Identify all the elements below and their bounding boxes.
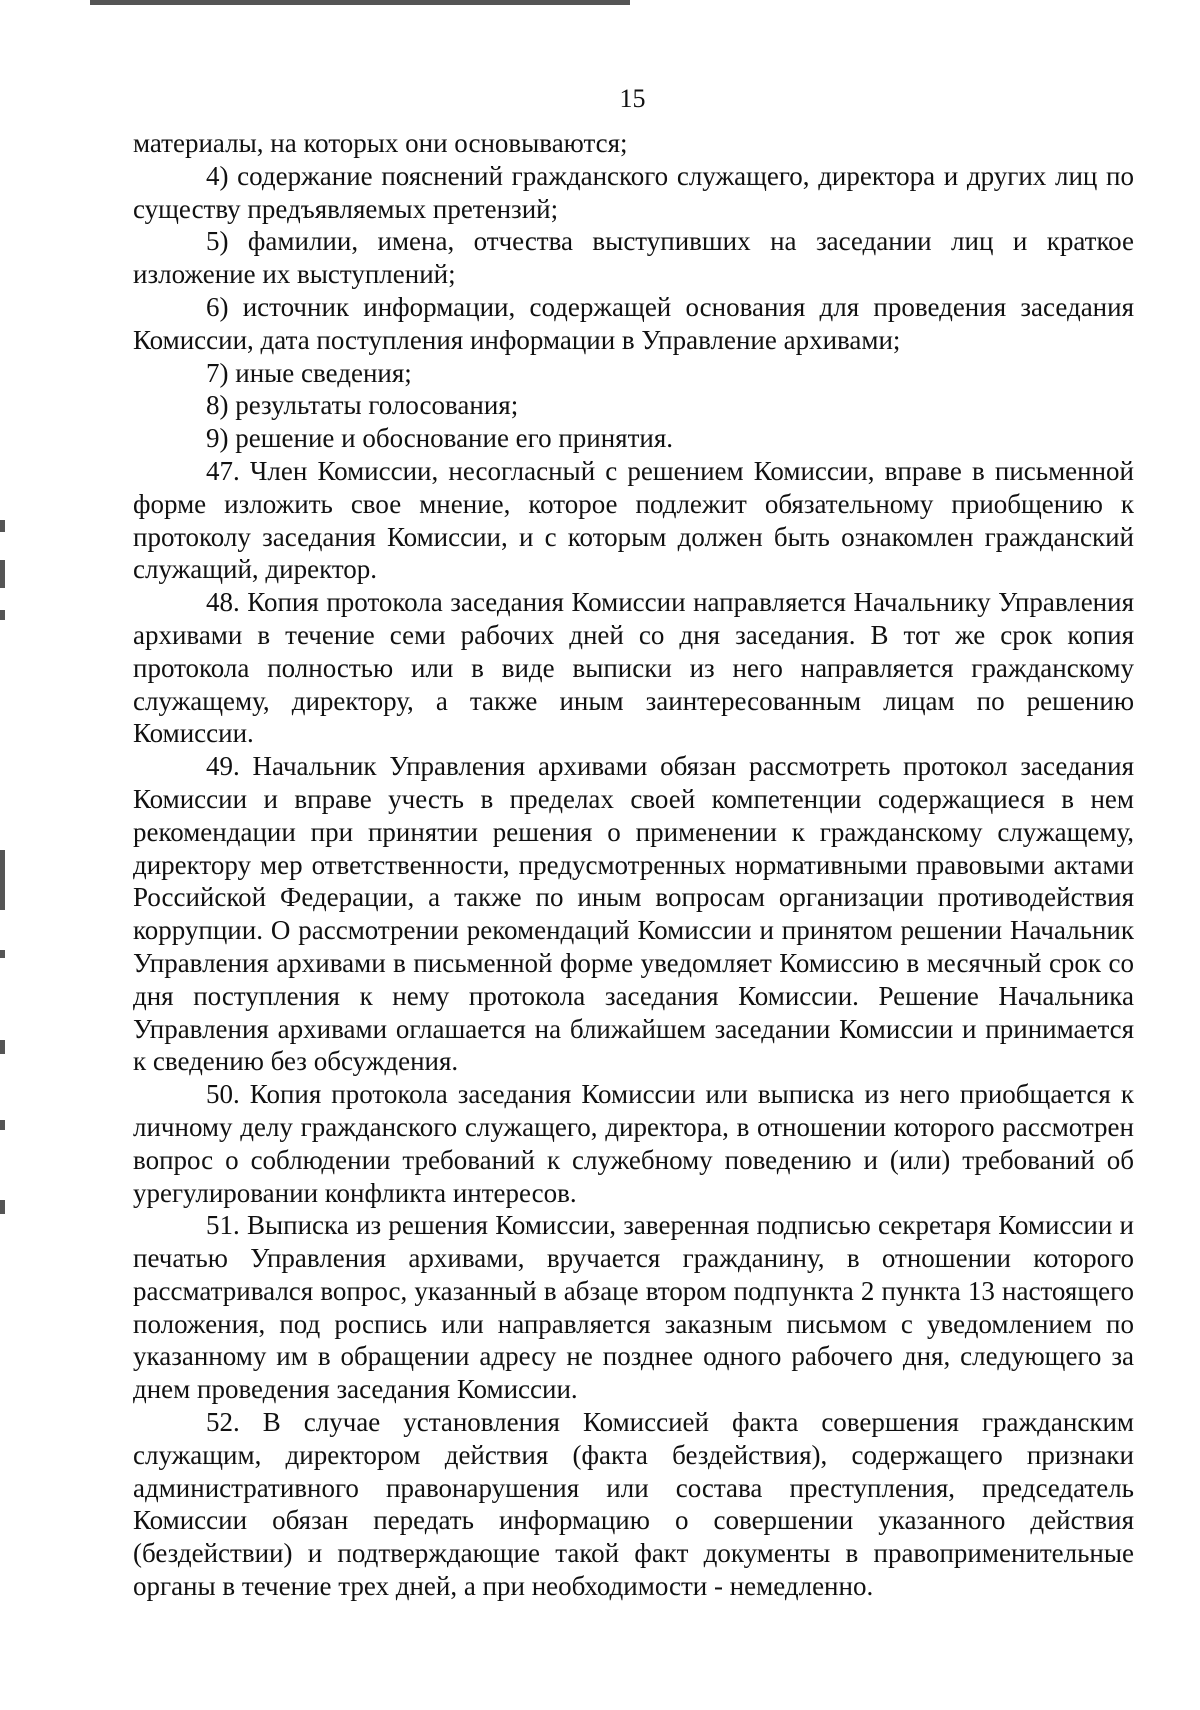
paragraph: 6) источник информации, содержащей основания для проведения заседания Комиссии, дата поступления информации в Управление архивами;	[133, 291, 1134, 355]
paragraph: 48. Копия протокола заседания Комиссии направляется Начальнику Управления архивами в течение семи рабочих дней со дня заседания. В тот же срок копия протокола полностью или в виде выписки из него направляется гражданскому служащему, директору, а также иным заинтересованным лицам по решению Комиссии.	[133, 587, 1134, 749]
scan-left-edge-marks	[0, 520, 6, 1240]
paragraph: 8) результаты голосования;	[206, 390, 519, 421]
paragraph: 52. В случае установления Комиссией факта совершения гражданским служащим, директором действия (факта бездействия), содержащего признаки административного правонарушения или состава преступления, председатель Комиссии обязан передать информацию о совершении указанного действия (бездействии) и подтверждающие такой факт документы в правоприменительные органы в течение трех дней, а при необходимости - немедленно.	[133, 1407, 1134, 1602]
paragraph: материалы, на которых они основываются;	[133, 128, 628, 158]
paragraph: 51. Выписка из решения Комиссии, заверенная подписью секретаря Комиссии и печатью Управления архивами, вручается гражданину, в отношении которого рассматривался вопрос, указанный в абзаце втором подпункта 2 пункта 13 настоящего положения, под роспись или направляется заказным письмом с уведомлением по указанному им в обращении адресу не позднее одного рабочего дня, следующего за днем проведения заседания Комиссии.	[133, 1210, 1134, 1405]
paragraph: 47. Член Комиссии, несогласный с решением Комиссии, вправе в письменной форме изложить свое мнение, которое подлежит обязательному приобщению к протоколу заседания Комиссии, и с которым должен быть ознакомлен гражданский служащий, директор.	[133, 455, 1134, 585]
scan-top-edge	[90, 0, 630, 5]
paragraph: 7) иные сведения;	[206, 357, 412, 388]
paragraph: 49. Начальник Управления архивами обязан рассмотреть протокол заседания Комиссии и вправе учесть в пределах своей компетенции содержащиеся в нем рекомендации при принятии решения о применении к гражданскому служащему, директору мер ответственности, предусмотренных нормативными правовыми актами Российской Федерации, а также по иным вопросам организации противодействия коррупции. О рассмотрении рекомендаций Комиссии и принятом решении Начальник Управления архивами в письменной форме уведомляет Комиссию в месячный срок со дня поступления к нему протокола заседания Комиссии. Решение Начальника Управления архивами оглашается на ближайшем заседании Комиссии и принимается к сведению без обсуждения.	[133, 751, 1134, 1077]
document-body	[133, 127, 1134, 1603]
page-number: 15	[619, 84, 646, 113]
paragraph: 9) решение и обоснование его принятия.	[206, 423, 674, 454]
paragraph: 50. Копия протокола заседания Комиссии или выписка из него приобщается к личному делу гражданского служащего, директора, в отношении которого рассмотрен вопрос о соблюдении требований к служебному поведению и (или) требований об урегулировании конфликта интересов.	[133, 1079, 1134, 1208]
paragraph: 5) фамилии, имена, отчества выступивших на заседании лиц и краткое изложение их выступлений;	[133, 226, 1134, 290]
paragraph: 4) содержание пояснений гражданского служащего, директора и других лиц по существу предъявляемых претензий;	[133, 160, 1134, 224]
